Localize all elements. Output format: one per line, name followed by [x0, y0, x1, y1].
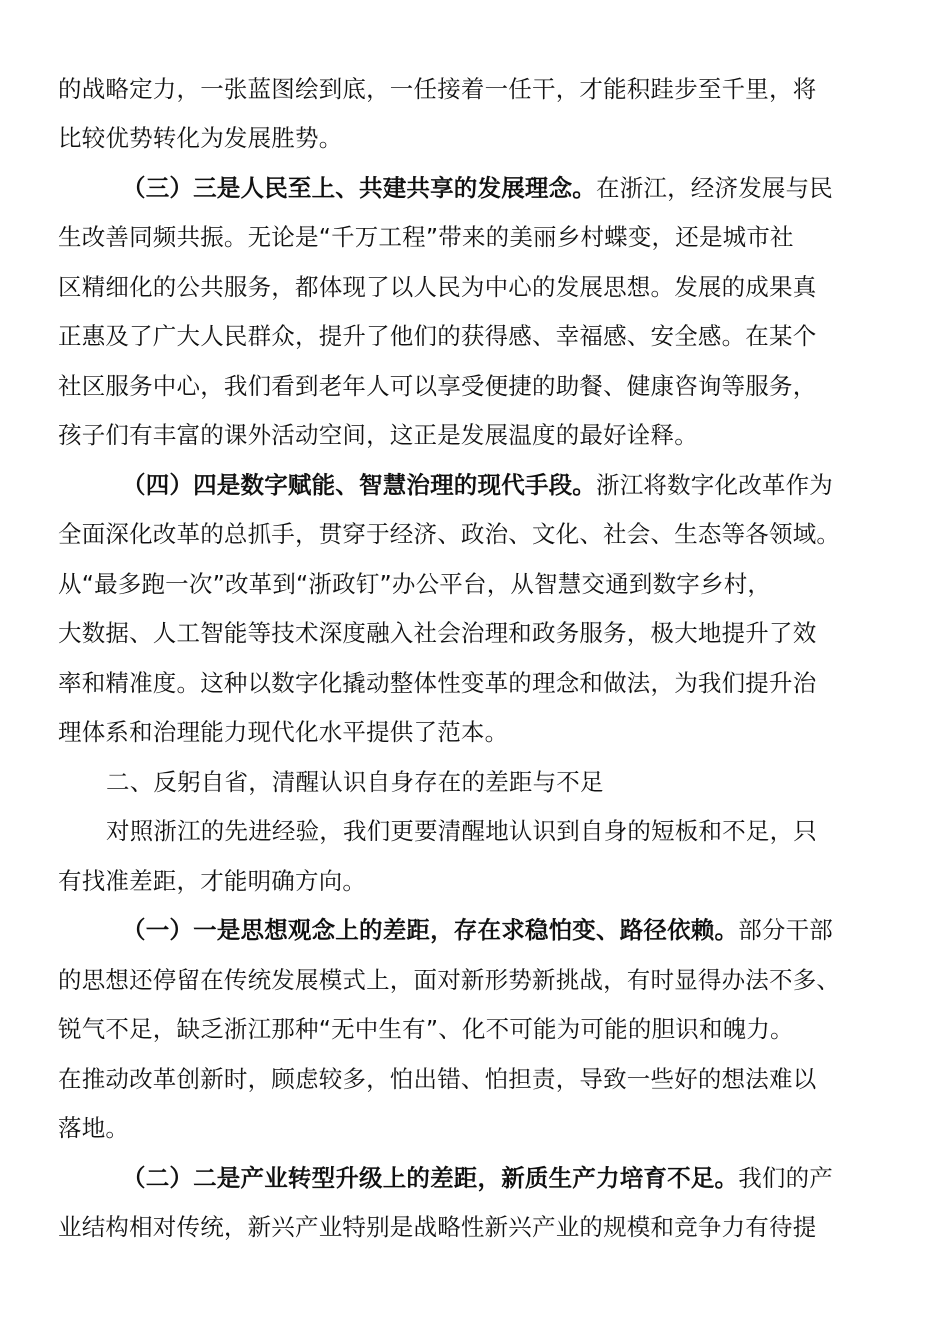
text-line	[58, 217, 888, 257]
text-line	[58, 564, 888, 604]
text-segment: 浙江将数字化改革作为	[596, 471, 833, 499]
text-segment: 有找准差距，才能明确方向。	[58, 867, 367, 895]
text-segment: 大数据、人工智能等技术深度融入社会治理和政务服务，极大地提升了效	[58, 619, 817, 647]
text-line	[58, 663, 888, 703]
text-line	[58, 712, 888, 752]
text-line	[58, 861, 888, 901]
text-segment: 理体系和治理能力现代化水平提供了范本。	[58, 718, 509, 746]
text-line	[58, 514, 888, 554]
text-segment: 业结构相对传统，新兴产业特别是战略性新兴产业的规模和竞争力有待提	[58, 1213, 817, 1241]
text-segment: 正惠及了广大人民群众，提升了他们的获得感、幸福感、安全感。在某个	[58, 322, 817, 350]
text-segment: 在浙江，经济发展与民	[596, 174, 833, 202]
text-line	[58, 1009, 888, 1049]
text-segment: 区精细化的公共服务，都体现了以人民为中心的发展思想。发展的成果真	[58, 273, 817, 301]
subheading-line	[122, 465, 950, 505]
text-line	[58, 613, 888, 653]
subheading-bold: （四）四是数字赋能、智慧治理的现代手段。	[122, 471, 596, 499]
text-segment: 的战略定力，一张蓝图绘到底，一任接着一任干，才能积跬步至千里，将	[58, 75, 817, 103]
subheading-line	[122, 910, 950, 950]
text-segment: 落地。	[58, 1114, 130, 1142]
text-line	[58, 960, 888, 1000]
text-segment: 社区服务中心，我们看到老年人可以享受便捷的助餐、健康咨询等服务，	[58, 372, 817, 400]
text-segment: 孩子们有丰富的课外活动空间，这正是发展温度的最好诠释。	[58, 421, 698, 449]
text-segment: 我们的产	[738, 1164, 834, 1192]
text-segment: 率和精准度。这种以数字化撬动整体性变革的理念和做法，为我们提升治	[58, 669, 817, 697]
paragraph-start-line	[106, 811, 936, 851]
text-line	[58, 267, 888, 307]
text-line	[58, 366, 888, 406]
text-segment: 生改善同频共振。无论是“千万工程”带来的美丽乡村蝶变，还是城市社	[58, 223, 794, 251]
text-segment: 比较优势转化为发展胜势。	[58, 124, 343, 152]
text-segment: 部分干部	[738, 916, 834, 944]
subheading-bold: （一）一是思想观念上的差距，存在求稳怕变、路径依赖。	[122, 916, 739, 944]
section-heading	[106, 762, 936, 802]
text-line	[58, 1207, 888, 1247]
text-line	[58, 316, 888, 356]
text-segment: 全面深化改革的总抓手，贯穿于经济、政治、文化、社会、生态等各领域。	[58, 520, 841, 548]
text-segment: 的思想还停留在传统发展模式上，面对新形势新挑战，有时显得办法不多、	[58, 966, 841, 994]
text-segment: 对照浙江的先进经验，我们更要清醒地认识到自身的短板和不足，只	[106, 817, 817, 845]
subheading-bold: （二）二是产业转型升级上的差距，新质生产力培育不足。	[122, 1164, 739, 1192]
section-title: 二、反躬自省，清醒认识自身存在的差距与不足	[106, 768, 604, 796]
text-line	[58, 69, 888, 109]
subheading-bold: （三）三是人民至上、共建共享的发展理念。	[122, 174, 596, 202]
text-line	[58, 415, 888, 455]
text-segment: 在推动改革创新时，顾虑较多，怕出错、怕担责，导致一些好的想法难以	[58, 1065, 817, 1093]
subheading-line	[122, 1158, 950, 1198]
text-segment: 从“最多跑一次”改革到“浙政钉”办公平台，从智慧交通到数字乡村，	[58, 570, 772, 598]
text-line	[58, 1108, 888, 1148]
subheading-line	[122, 168, 950, 208]
text-segment: 锐气不足，缺乏浙江那种“无中生有”、化不可能为可能的胆识和魄力。	[58, 1015, 794, 1043]
text-line	[58, 118, 888, 158]
text-line	[58, 1059, 888, 1099]
